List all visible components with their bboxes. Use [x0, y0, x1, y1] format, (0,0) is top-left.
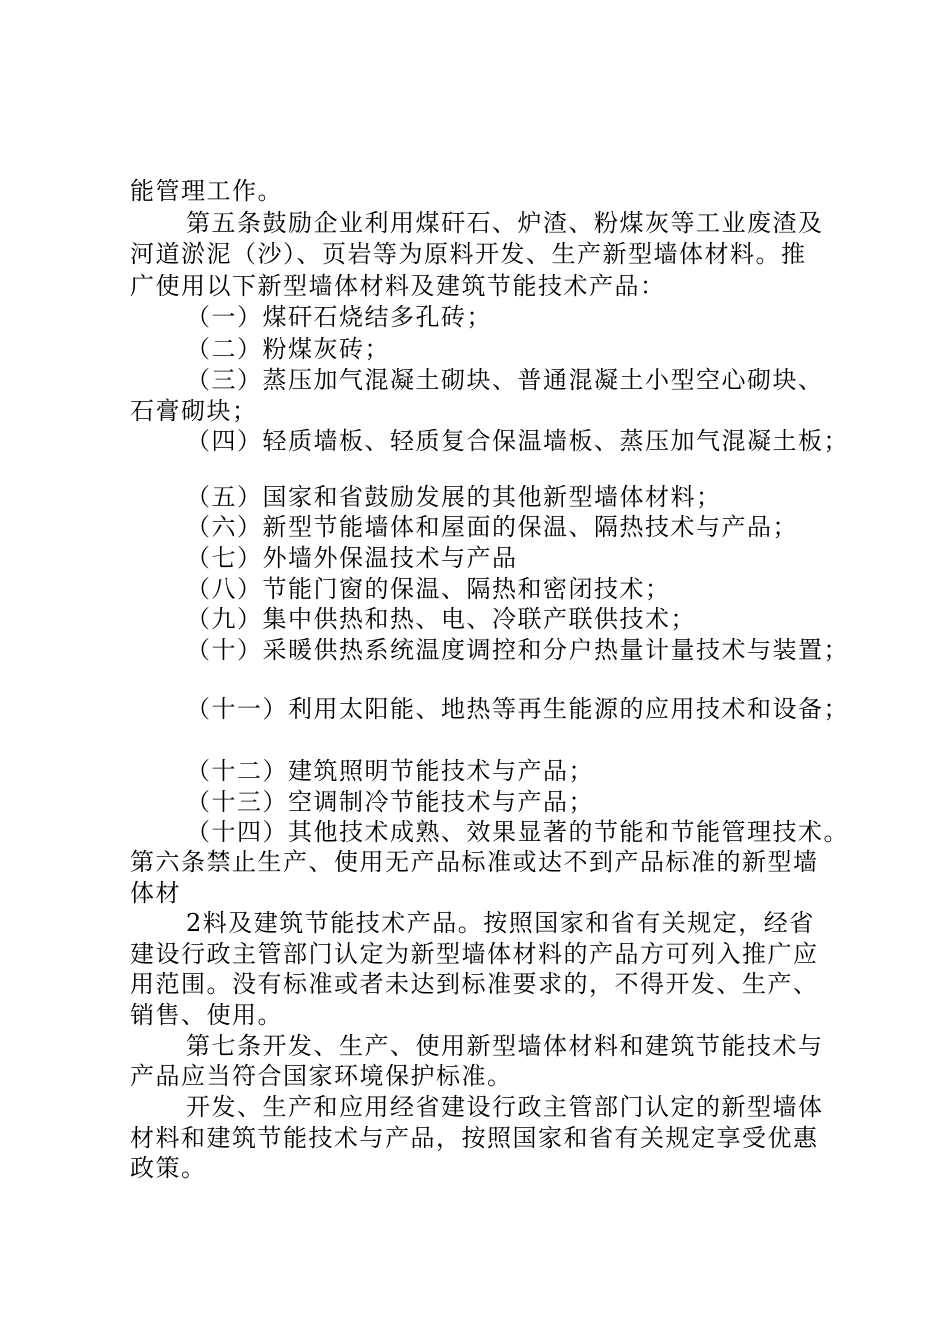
text-line: （四）轻质墙板、轻质复合保温墙板、蒸压加气混凝土板；: [186, 427, 849, 455]
text-line: 产品应当符合国家环境保护标准。: [130, 1062, 513, 1090]
text-line: （七）外墙外保温技术与产品: [186, 544, 518, 572]
text-line: 建设行政主管部门认定为新型墙体材料的产品方可列入推广应: [130, 940, 819, 968]
text-line: （二）粉煤灰砖；: [186, 335, 390, 363]
text-line: 体材: [130, 879, 181, 907]
text-line: （五）国家和省鼓励发展的其他新型墙体材料；: [186, 483, 722, 511]
text-line: （十三）空调制冷节能技术与产品；: [186, 788, 594, 816]
text-line: （十）采暖供热系统温度调控和分户热量计量技术与装置；: [186, 636, 849, 664]
text-line: 第七条开发、生产、使用新型墙体材料和建筑节能技术与: [186, 1032, 824, 1060]
text-line: 第六条禁止生产、使用无产品标准或达不到产品标准的新型墙: [130, 848, 819, 876]
text-line: 用范围。没有标准或者未达到标准要求的，不得开发、生产、: [130, 970, 819, 998]
text-line: 石膏砌块；: [130, 397, 258, 425]
text-line: 2料及建筑节能技术产品。按照国家和省有关规定，经省: [186, 909, 815, 937]
text-line: 销售、使用。: [130, 1001, 283, 1029]
text-line: （一）煤矸石烧结多孔砖；: [186, 303, 492, 331]
text-line: 政策。: [130, 1154, 207, 1182]
text-line: （十一）利用太阳能、地热等再生能源的应用技术和设备；: [186, 695, 849, 723]
text-line: 第五条鼓励企业利用煤矸石、炉渣、粉煤灰等工业废渣及: [186, 209, 824, 237]
text-line: 材料和建筑节能技术与产品，按照国家和省有关规定享受优惠: [130, 1124, 819, 1152]
text-line: （十二）建筑照明节能技术与产品；: [186, 757, 594, 785]
text-line: （十四）其他技术成熟、效果显著的节能和节能管理技术。: [186, 818, 849, 846]
text-line: （三）蒸压加气混凝土砌块、普通混凝土小型空心砌块、: [186, 366, 824, 394]
text-line: （九）集中供热和热、电、冷联产联供技术；: [186, 605, 696, 633]
text-line: 能管理工作。: [130, 177, 283, 205]
text-line: 广使用以下新型墙体材料及建筑节能技术产品：: [130, 272, 666, 300]
text-line: 河道淤泥（沙）、页岩等为原料开发、生产新型墙体材料。推: [130, 240, 807, 268]
text-line: （八）节能门窗的保温、隔热和密闭技术；: [186, 575, 671, 603]
text-line: 开发、生产和应用经省建设行政主管部门认定的新型墙体: [186, 1093, 824, 1121]
text-line: （六）新型节能墙体和屋面的保温、隔热技术与产品；: [186, 513, 798, 541]
